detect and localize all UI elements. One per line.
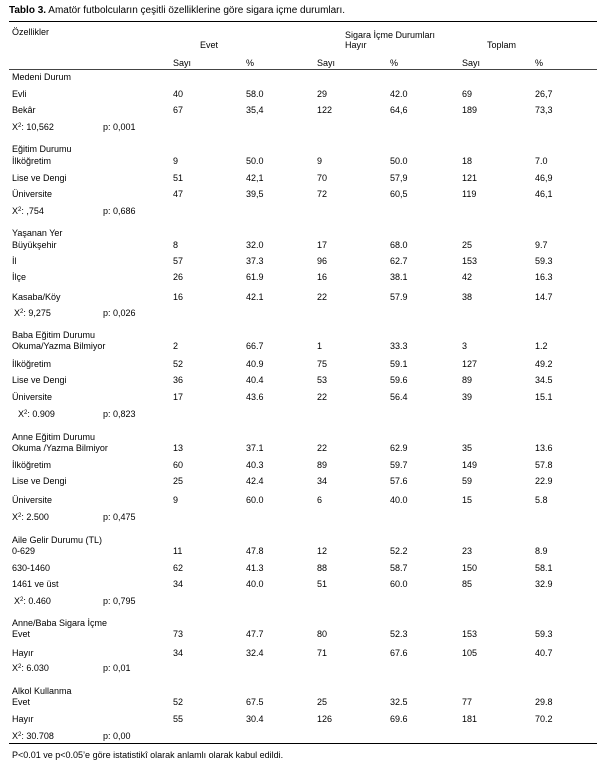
table-cell: 122 bbox=[317, 105, 333, 115]
row-label: Evet bbox=[12, 629, 31, 639]
chi-exponent: 2 bbox=[18, 123, 22, 129]
table-cell: 57,9 bbox=[390, 173, 408, 183]
top-rule bbox=[9, 21, 597, 22]
table-cell: 59.6 bbox=[390, 375, 408, 385]
table-cell: 26 bbox=[173, 272, 184, 282]
pct-header-toplam: % bbox=[535, 58, 544, 68]
p-value: p: 0,686 bbox=[103, 206, 136, 216]
table-cell: 153 bbox=[462, 256, 478, 266]
group-header: Sigara İçme Durumları bbox=[345, 30, 436, 40]
table-cell: 34.5 bbox=[535, 375, 553, 385]
table-cell: 39,5 bbox=[246, 189, 264, 199]
table-cell: 42,1 bbox=[246, 173, 264, 183]
chi-value: : 0.460 bbox=[23, 596, 51, 606]
table-cell: 47 bbox=[173, 189, 184, 199]
table-cell: 13.6 bbox=[535, 443, 553, 453]
table-cell: 51 bbox=[173, 173, 184, 183]
table-cell: 61.9 bbox=[246, 272, 264, 282]
table-cell: 39 bbox=[462, 392, 473, 402]
table-cell: 42.1 bbox=[246, 292, 264, 302]
chi-value: : ,754 bbox=[21, 206, 44, 216]
chi-square-stat bbox=[12, 663, 49, 673]
table-cell: 57.6 bbox=[390, 476, 408, 486]
table-cell: 40.3 bbox=[246, 460, 264, 470]
table-cell: 52 bbox=[173, 359, 184, 369]
table-cell: 153 bbox=[462, 629, 478, 639]
table-cell: 189 bbox=[462, 105, 478, 115]
chi-exponent: 2 bbox=[18, 207, 22, 213]
table-cell: 77 bbox=[462, 697, 473, 707]
table-cell: 70 bbox=[317, 173, 328, 183]
table-cell: 23 bbox=[462, 546, 473, 556]
table-cell: 8.9 bbox=[535, 546, 548, 556]
table-cell: 5.8 bbox=[535, 495, 548, 505]
table-cell: 40.0 bbox=[390, 495, 408, 505]
chi-exponent: 2 bbox=[24, 410, 28, 416]
table-cell: 37.3 bbox=[246, 256, 264, 266]
row-label: İlçe bbox=[12, 272, 27, 282]
table-label: Tablo 3. bbox=[9, 5, 47, 16]
table-cell: 6 bbox=[317, 495, 323, 505]
chi-symbol: X bbox=[14, 308, 21, 318]
table-cell: 51 bbox=[317, 579, 328, 589]
table-cell: 26,7 bbox=[535, 89, 553, 99]
row-label: Evli bbox=[12, 89, 27, 99]
row-label: Üniversite bbox=[12, 392, 53, 402]
p-value: p: 0,00 bbox=[103, 731, 131, 741]
table-cell: 25 bbox=[317, 697, 328, 707]
table-cell: 41.3 bbox=[246, 563, 264, 573]
table-cell: 42.0 bbox=[390, 89, 408, 99]
table-cell: 38.1 bbox=[390, 272, 408, 282]
table-cell: 34 bbox=[317, 476, 328, 486]
section-title: Aile Gelir Durumu (TL) bbox=[12, 535, 103, 545]
table-cell: 14.7 bbox=[535, 292, 553, 302]
table-cell: 32.4 bbox=[246, 648, 264, 658]
table-cell: 69.6 bbox=[390, 714, 408, 724]
table-cell: 32.5 bbox=[390, 697, 408, 707]
table-cell: 29 bbox=[317, 89, 328, 99]
chi-square-stat bbox=[18, 409, 55, 419]
table-cell: 17 bbox=[317, 240, 328, 250]
table-cell: 58.1 bbox=[535, 563, 553, 573]
table-cell: 9 bbox=[173, 495, 179, 505]
table-caption: Amatör futbolcuların çeşitli özelliklerine göre sigara içme durumları. bbox=[48, 5, 346, 16]
section-title: Anne/Baba Sigara İçme bbox=[12, 618, 108, 628]
header-rule bbox=[9, 69, 597, 70]
table-cell: 89 bbox=[317, 460, 328, 470]
evet-header: Evet bbox=[200, 40, 219, 50]
table-cell: 85 bbox=[462, 579, 473, 589]
row-label: 0-629 bbox=[12, 546, 36, 556]
table-cell: 42.4 bbox=[246, 476, 264, 486]
pct-header-evet: % bbox=[246, 58, 255, 68]
table-cell: 60,5 bbox=[390, 189, 408, 199]
chi-square-stat bbox=[12, 512, 49, 522]
table-cell: 52.2 bbox=[390, 546, 408, 556]
row-label: Üniversite bbox=[12, 189, 53, 199]
table-cell: 70.2 bbox=[535, 714, 553, 724]
chi-square-stat bbox=[14, 308, 51, 318]
table-cell: 35,4 bbox=[246, 105, 264, 115]
table-cell: 38 bbox=[462, 292, 473, 302]
row-label: Lise ve Dengi bbox=[12, 476, 67, 486]
sayi-header-hayir: Sayı bbox=[317, 58, 336, 68]
p-value: p: 0,026 bbox=[103, 308, 136, 318]
row-label: 1461 ve üst bbox=[12, 579, 59, 589]
table-cell: 57.8 bbox=[535, 460, 553, 470]
table-cell: 47.8 bbox=[246, 546, 264, 556]
chi-value: : 30.708 bbox=[21, 731, 54, 741]
row-label: Hayır bbox=[12, 648, 34, 658]
section-title: Eğitim Durumu bbox=[12, 144, 72, 154]
table-cell: 40.9 bbox=[246, 359, 264, 369]
footnote: P<0.01 ve p<0.05’e göre istatistikî olarak anlamlı olarak kabul edildi. bbox=[12, 750, 284, 760]
chi-symbol: X bbox=[18, 409, 25, 419]
table-cell: 8 bbox=[173, 240, 179, 250]
table-cell: 22 bbox=[317, 392, 328, 402]
row-label: Üniversite bbox=[12, 495, 53, 505]
chi-exponent: 2 bbox=[18, 513, 22, 519]
table-cell: 1.2 bbox=[535, 341, 548, 351]
row-label: Okuma /Yazma Bilmiyor bbox=[12, 443, 108, 453]
table-cell: 13 bbox=[173, 443, 184, 453]
p-value: p: 0,823 bbox=[103, 409, 136, 419]
table-cell: 59.7 bbox=[390, 460, 408, 470]
table-cell: 181 bbox=[462, 714, 478, 724]
table-cell: 127 bbox=[462, 359, 478, 369]
table-cell: 2 bbox=[173, 341, 179, 351]
table-cell: 42 bbox=[462, 272, 473, 282]
table-cell: 96 bbox=[317, 256, 328, 266]
table-cell: 1 bbox=[317, 341, 323, 351]
table-cell: 32.9 bbox=[535, 579, 553, 589]
table-cell: 9.7 bbox=[535, 240, 548, 250]
table-cell: 121 bbox=[462, 173, 478, 183]
table-cell: 69 bbox=[462, 89, 473, 99]
section-title: Anne Eğitim Durumu bbox=[12, 432, 96, 442]
table-cell: 80 bbox=[317, 629, 328, 639]
section-title: Baba Eğitim Durumu bbox=[12, 330, 96, 340]
chi-symbol: X bbox=[12, 663, 19, 673]
chi-value: : 0.909 bbox=[27, 409, 55, 419]
table-cell: 22 bbox=[317, 443, 328, 453]
table-cell: 59 bbox=[462, 476, 473, 486]
row-label: İlköğretim bbox=[12, 156, 52, 166]
table-cell: 52 bbox=[173, 697, 184, 707]
table-cell: 36 bbox=[173, 375, 184, 385]
table-cell: 43.6 bbox=[246, 392, 264, 402]
p-value: p: 0,01 bbox=[103, 663, 131, 673]
row-label: 630-1460 bbox=[12, 563, 51, 573]
chi-square-stat bbox=[12, 122, 54, 132]
table-cell: 89 bbox=[462, 375, 473, 385]
table-cell: 73 bbox=[173, 629, 184, 639]
chi-value: : 6.030 bbox=[21, 663, 49, 673]
bottom-rule bbox=[9, 743, 597, 744]
row-label: Okuma/Yazma Bilmiyor bbox=[12, 341, 106, 351]
chi-symbol: X bbox=[12, 512, 19, 522]
table-cell: 58.0 bbox=[246, 89, 264, 99]
table-cell: 149 bbox=[462, 460, 478, 470]
table-cell: 40 bbox=[173, 89, 184, 99]
table-cell: 22 bbox=[317, 292, 328, 302]
table-cell: 50.0 bbox=[390, 156, 408, 166]
row-label: İlköğretim bbox=[12, 460, 52, 470]
table-cell: 57 bbox=[173, 256, 184, 266]
table-cell: 9 bbox=[173, 156, 179, 166]
table-cell: 72 bbox=[317, 189, 328, 199]
table-cell: 47.7 bbox=[246, 629, 264, 639]
table-cell: 22.9 bbox=[535, 476, 553, 486]
chi-symbol: X bbox=[12, 731, 19, 741]
chi-exponent: 2 bbox=[18, 664, 22, 670]
table-cell: 75 bbox=[317, 359, 328, 369]
row-label: İl bbox=[12, 256, 17, 266]
table-cell: 37.1 bbox=[246, 443, 264, 453]
chi-value: : 10,562 bbox=[21, 122, 54, 132]
section-title: Alkol Kullanma bbox=[12, 686, 72, 696]
table-cell: 64,6 bbox=[390, 105, 408, 115]
table-cell: 3 bbox=[462, 341, 468, 351]
table-cell: 68.0 bbox=[390, 240, 408, 250]
p-value: p: 0,475 bbox=[103, 512, 136, 522]
chi-symbol: X bbox=[12, 206, 19, 216]
table-cell: 49.2 bbox=[535, 359, 553, 369]
features-header: Özellikler bbox=[12, 27, 50, 37]
table-cell: 50.0 bbox=[246, 156, 264, 166]
table-cell: 55 bbox=[173, 714, 184, 724]
table-cell: 34 bbox=[173, 579, 184, 589]
sayi-header-evet: Sayı bbox=[173, 58, 192, 68]
table-cell: 59.3 bbox=[535, 256, 553, 266]
table-cell: 40.7 bbox=[535, 648, 553, 658]
table-cell: 46,1 bbox=[535, 189, 553, 199]
row-label: İlköğretim bbox=[12, 359, 52, 369]
row-label: Kasaba/Köy bbox=[12, 292, 61, 302]
table-cell: 12 bbox=[317, 546, 328, 556]
table-cell: 73,3 bbox=[535, 105, 553, 115]
table-cell: 58.7 bbox=[390, 563, 408, 573]
table-cell: 105 bbox=[462, 648, 478, 658]
section-title: Medeni Durum bbox=[12, 72, 72, 82]
table-cell: 35 bbox=[462, 443, 473, 453]
table-cell: 62.7 bbox=[390, 256, 408, 266]
hayir-header: Hayır bbox=[345, 40, 367, 50]
table-cell: 15.1 bbox=[535, 392, 553, 402]
table-cell: 9 bbox=[317, 156, 323, 166]
table-cell: 53 bbox=[317, 375, 328, 385]
chi-exponent: 2 bbox=[20, 309, 24, 315]
table-cell: 60 bbox=[173, 460, 184, 470]
table-cell: 33.3 bbox=[390, 341, 408, 351]
chi-symbol: X bbox=[14, 596, 21, 606]
row-label: Evet bbox=[12, 697, 31, 707]
table-cell: 18 bbox=[462, 156, 473, 166]
table-cell: 25 bbox=[173, 476, 184, 486]
table-cell: 56.4 bbox=[390, 392, 408, 402]
chi-exponent: 2 bbox=[18, 732, 22, 738]
table-cell: 15 bbox=[462, 495, 473, 505]
section-title: Yaşanan Yer bbox=[12, 228, 63, 238]
table-cell: 11 bbox=[173, 546, 183, 556]
chi-square-stat bbox=[12, 206, 44, 216]
table-cell: 32.0 bbox=[246, 240, 264, 250]
table-cell: 7.0 bbox=[535, 156, 548, 166]
table-cell: 52.3 bbox=[390, 629, 408, 639]
toplam-header: Toplam bbox=[487, 40, 517, 50]
pct-header-hayir: % bbox=[390, 58, 399, 68]
chi-square-stat bbox=[12, 731, 54, 741]
table-cell: 40.0 bbox=[246, 579, 264, 589]
p-value: p: 0,795 bbox=[103, 596, 136, 606]
chi-value: : 2.500 bbox=[21, 512, 49, 522]
table-cell: 59.3 bbox=[535, 629, 553, 639]
table-cell: 57.9 bbox=[390, 292, 408, 302]
table-cell: 17 bbox=[173, 392, 184, 402]
table-cell: 16 bbox=[173, 292, 184, 302]
table-cell: 62 bbox=[173, 563, 184, 573]
row-label: Lise ve Dengi bbox=[12, 173, 67, 183]
table-cell: 46,9 bbox=[535, 173, 553, 183]
chi-value: : 9,275 bbox=[23, 308, 51, 318]
table-cell: 29.8 bbox=[535, 697, 553, 707]
table-cell: 60.0 bbox=[390, 579, 408, 589]
table-cell: 126 bbox=[317, 714, 333, 724]
table-cell: 34 bbox=[173, 648, 184, 658]
table-cell: 119 bbox=[462, 189, 477, 199]
row-label: Bekâr bbox=[12, 105, 36, 115]
row-label: Hayır bbox=[12, 714, 34, 724]
chi-exponent: 2 bbox=[20, 597, 24, 603]
table-cell: 150 bbox=[462, 563, 478, 573]
table-cell: 16 bbox=[317, 272, 328, 282]
table-cell: 59.1 bbox=[390, 359, 408, 369]
row-label: Lise ve Dengi bbox=[12, 375, 67, 385]
chi-square-stat bbox=[14, 596, 51, 606]
table-cell: 60.0 bbox=[246, 495, 264, 505]
table-cell: 62.9 bbox=[390, 443, 408, 453]
p-value: p: 0,001 bbox=[103, 122, 136, 132]
table-cell: 66.7 bbox=[246, 341, 264, 351]
table-cell: 67 bbox=[173, 105, 184, 115]
table-cell: 16.3 bbox=[535, 272, 553, 282]
table-title bbox=[9, 6, 345, 16]
table-cell: 25 bbox=[462, 240, 473, 250]
chi-symbol: X bbox=[12, 122, 19, 132]
sayi-header-toplam: Sayı bbox=[462, 58, 481, 68]
table-cell: 40.4 bbox=[246, 375, 264, 385]
table-cell: 30.4 bbox=[246, 714, 264, 724]
table-cell: 88 bbox=[317, 563, 328, 573]
table-cell: 67.5 bbox=[246, 697, 264, 707]
row-label: Büyükşehir bbox=[12, 240, 57, 250]
table-cell: 67.6 bbox=[390, 648, 408, 658]
table-cell: 71 bbox=[317, 648, 328, 658]
